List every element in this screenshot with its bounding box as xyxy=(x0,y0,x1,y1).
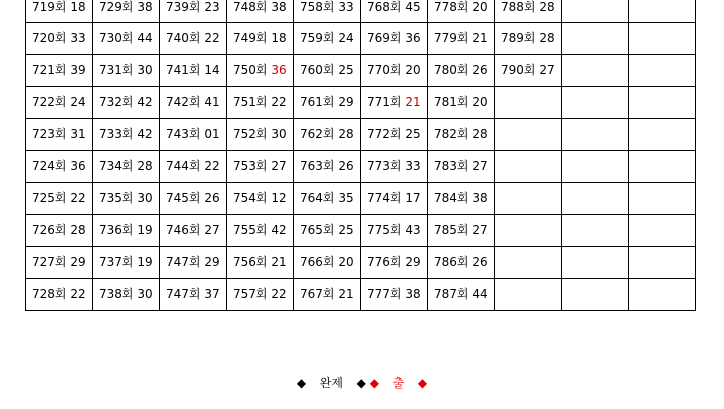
draw-round-label: 721회 xyxy=(32,63,67,77)
empty-cell xyxy=(629,22,696,54)
table-cell xyxy=(160,150,227,182)
draw-results-table xyxy=(25,0,696,311)
table-cell xyxy=(160,278,227,310)
table-cell xyxy=(361,54,428,86)
draw-number: 21 xyxy=(472,31,488,45)
draw-round-label: 769회 xyxy=(367,31,402,45)
draw-number: 30 xyxy=(137,287,153,301)
draw-round-label: 756회 xyxy=(233,255,268,269)
draw-number: 38 xyxy=(271,0,287,14)
legend-footer xyxy=(0,375,724,391)
table-cell xyxy=(294,54,361,86)
draw-round-label: 784회 xyxy=(434,191,469,205)
draw-number: 25 xyxy=(405,127,421,141)
draw-number: 28 xyxy=(338,127,354,141)
draw-number: 29 xyxy=(338,95,354,109)
draw-number: 44 xyxy=(472,287,488,301)
draw-number: 28 xyxy=(472,127,488,141)
table-cell xyxy=(160,22,227,54)
table-cell xyxy=(227,118,294,150)
draw-number: 23 xyxy=(204,0,220,14)
draw-number: 26 xyxy=(338,159,354,173)
draw-round-label: 734회 xyxy=(99,159,134,173)
draw-round-label: 754회 xyxy=(233,191,268,205)
draw-round-label: 759회 xyxy=(300,31,335,45)
empty-cell xyxy=(562,182,629,214)
draw-number: 26 xyxy=(472,63,488,77)
draw-number: 19 xyxy=(137,255,153,269)
table-row xyxy=(26,22,696,54)
table-row xyxy=(26,86,696,118)
table-cell xyxy=(361,150,428,182)
draw-round-label: 720회 xyxy=(32,31,67,45)
table-cell xyxy=(160,118,227,150)
draw-number: 14 xyxy=(204,63,220,77)
draw-number: 21 xyxy=(405,95,421,109)
draw-round-label: 764회 xyxy=(300,191,335,205)
draw-round-label: 752회 xyxy=(233,127,268,141)
table-row xyxy=(26,278,696,310)
draw-results-body xyxy=(26,0,696,310)
table-cell xyxy=(227,22,294,54)
draw-round-label: 744회 xyxy=(166,159,201,173)
draw-number: 33 xyxy=(338,0,354,14)
table-row xyxy=(26,246,696,278)
draw-round-label: 772회 xyxy=(367,127,402,141)
diamond-bullet-red-icon: ◆ xyxy=(369,376,379,390)
empty-cell xyxy=(495,86,562,118)
table-cell xyxy=(227,0,294,22)
draw-number: 37 xyxy=(204,287,220,301)
table-cell xyxy=(93,182,160,214)
draw-number: 38 xyxy=(472,191,488,205)
table-cell xyxy=(93,246,160,278)
draw-number: 25 xyxy=(338,223,354,237)
draw-round-label: 745회 xyxy=(166,191,201,205)
draw-round-label: 786회 xyxy=(434,255,469,269)
draw-number: 36 xyxy=(70,159,86,173)
draw-round-label: 730회 xyxy=(99,31,134,45)
table-row xyxy=(26,118,696,150)
draw-number: 30 xyxy=(137,63,153,77)
table-cell xyxy=(294,0,361,22)
draw-round-label: 719회 xyxy=(32,0,67,14)
table-cell xyxy=(93,118,160,150)
table-cell xyxy=(160,86,227,118)
draw-number: 38 xyxy=(137,0,153,14)
table-cell xyxy=(160,246,227,278)
draw-number: 27 xyxy=(539,63,555,77)
table-cell xyxy=(26,0,93,22)
draw-number: 38 xyxy=(405,287,421,301)
empty-cell xyxy=(562,150,629,182)
draw-number: 21 xyxy=(338,287,354,301)
table-cell xyxy=(93,22,160,54)
empty-cell xyxy=(629,214,696,246)
table-cell xyxy=(93,0,160,22)
diamond-bullet-red-icon: ◆ xyxy=(417,376,428,390)
table-cell xyxy=(227,214,294,246)
table-cell xyxy=(93,86,160,118)
draw-number: 24 xyxy=(338,31,354,45)
draw-number: 27 xyxy=(472,159,488,173)
draw-number: 22 xyxy=(70,191,86,205)
table-cell xyxy=(26,118,93,150)
draw-number: 36 xyxy=(405,31,421,45)
draw-number: 12 xyxy=(271,191,287,205)
table-cell xyxy=(227,278,294,310)
draw-round-label: 763회 xyxy=(300,159,335,173)
draw-round-label: 762회 xyxy=(300,127,335,141)
table-cell xyxy=(428,278,495,310)
draw-round-label: 733회 xyxy=(99,127,134,141)
draw-number: 42 xyxy=(137,95,153,109)
draw-round-label: 747회 xyxy=(166,255,201,269)
table-cell xyxy=(160,214,227,246)
draw-round-label: 755회 xyxy=(233,223,268,237)
draw-round-label: 732회 xyxy=(99,95,134,109)
draw-round-label: 735회 xyxy=(99,191,134,205)
table-cell xyxy=(227,150,294,182)
draw-round-label: 771회 xyxy=(367,95,402,109)
draw-number: 30 xyxy=(271,127,287,141)
table-row xyxy=(26,214,696,246)
draw-round-label: 782회 xyxy=(434,127,469,141)
draw-round-label: 768회 xyxy=(367,0,402,14)
legend-label-complete: 완제 xyxy=(319,376,343,390)
table-row xyxy=(26,150,696,182)
draw-number: 22 xyxy=(271,287,287,301)
draw-round-label: 748회 xyxy=(233,0,268,14)
empty-cell xyxy=(629,150,696,182)
draw-number: 21 xyxy=(271,255,287,269)
table-cell xyxy=(26,182,93,214)
table-cell xyxy=(160,54,227,86)
draw-number: 44 xyxy=(137,31,153,45)
draw-round-label: 765회 xyxy=(300,223,335,237)
table-cell xyxy=(26,246,93,278)
draw-round-label: 728회 xyxy=(32,287,67,301)
table-row xyxy=(26,54,696,86)
draw-number: 18 xyxy=(271,31,287,45)
empty-cell xyxy=(495,246,562,278)
draw-round-label: 727회 xyxy=(32,255,67,269)
draw-number: 22 xyxy=(204,31,220,45)
empty-cell xyxy=(495,150,562,182)
draw-number: 33 xyxy=(405,159,421,173)
draw-number: 20 xyxy=(405,63,421,77)
draw-round-label: 751회 xyxy=(233,95,268,109)
draw-round-label: 736회 xyxy=(99,223,134,237)
draw-round-label: 746회 xyxy=(166,223,201,237)
draw-number: 20 xyxy=(338,255,354,269)
draw-round-label: 740회 xyxy=(166,31,201,45)
table-cell xyxy=(227,182,294,214)
table-cell xyxy=(294,278,361,310)
draw-round-label: 773회 xyxy=(367,159,402,173)
draw-number: 18 xyxy=(70,0,86,14)
draw-number: 27 xyxy=(472,223,488,237)
draw-number: 28 xyxy=(70,223,86,237)
draw-round-label: 724회 xyxy=(32,159,67,173)
empty-cell xyxy=(495,278,562,310)
draw-round-label: 790회 xyxy=(501,63,536,77)
table-cell xyxy=(160,182,227,214)
draw-round-label: 749회 xyxy=(233,31,268,45)
draw-number: 24 xyxy=(70,95,86,109)
empty-cell xyxy=(495,118,562,150)
draw-round-label: 747회 xyxy=(166,287,201,301)
draw-round-label: 785회 xyxy=(434,223,469,237)
draw-round-label: 780회 xyxy=(434,63,469,77)
draw-number: 17 xyxy=(405,191,421,205)
draw-round-label: 761회 xyxy=(300,95,335,109)
draw-number: 20 xyxy=(472,95,488,109)
draw-round-label: 750회 xyxy=(233,63,268,77)
table-cell xyxy=(93,214,160,246)
draw-round-label: 770회 xyxy=(367,63,402,77)
table-cell xyxy=(428,246,495,278)
draw-round-label: 753회 xyxy=(233,159,268,173)
table-row xyxy=(26,0,696,22)
table-cell xyxy=(294,246,361,278)
draw-round-label: 779회 xyxy=(434,31,469,45)
draw-round-label: 726회 xyxy=(32,223,67,237)
table-cell xyxy=(26,54,93,86)
draw-round-label: 778회 xyxy=(434,0,469,14)
draw-round-label: 741회 xyxy=(166,63,201,77)
draw-round-label: 775회 xyxy=(367,223,402,237)
draw-number: 27 xyxy=(204,223,220,237)
draw-number: 28 xyxy=(539,31,555,45)
table-cell xyxy=(495,0,562,22)
draw-round-label: 722회 xyxy=(32,95,67,109)
draw-number: 29 xyxy=(405,255,421,269)
diamond-bullet-icon: ◆ xyxy=(356,376,366,390)
table-cell xyxy=(294,182,361,214)
empty-cell xyxy=(562,214,629,246)
draw-round-label: 742회 xyxy=(166,95,201,109)
table-cell xyxy=(294,86,361,118)
draw-round-label: 758회 xyxy=(300,0,335,14)
table-cell xyxy=(294,22,361,54)
draw-number: 45 xyxy=(405,0,421,14)
draw-number: 26 xyxy=(204,191,220,205)
empty-cell xyxy=(562,246,629,278)
draw-number: 28 xyxy=(539,0,555,14)
draw-number: 29 xyxy=(204,255,220,269)
table-cell xyxy=(26,22,93,54)
draw-round-label: 739회 xyxy=(166,0,201,14)
empty-cell xyxy=(629,246,696,278)
empty-cell xyxy=(495,214,562,246)
table-cell xyxy=(26,150,93,182)
table-cell xyxy=(227,86,294,118)
table-cell xyxy=(294,214,361,246)
draw-number: 25 xyxy=(338,63,354,77)
draw-number: 22 xyxy=(70,287,86,301)
draw-round-label: 723회 xyxy=(32,127,67,141)
diamond-bullet-icon: ◆ xyxy=(296,376,307,390)
empty-cell xyxy=(629,86,696,118)
empty-cell xyxy=(562,278,629,310)
table-cell xyxy=(428,118,495,150)
table-cell xyxy=(361,0,428,22)
table-cell xyxy=(361,86,428,118)
draw-round-label: 783회 xyxy=(434,159,469,173)
empty-cell xyxy=(562,86,629,118)
draw-number: 41 xyxy=(204,95,220,109)
table-cell xyxy=(93,150,160,182)
table-cell xyxy=(361,278,428,310)
draw-number: 36 xyxy=(271,63,287,77)
table-cell xyxy=(93,278,160,310)
table-cell xyxy=(227,54,294,86)
table-cell xyxy=(428,22,495,54)
draw-number: 42 xyxy=(137,127,153,141)
draw-number: 30 xyxy=(137,191,153,205)
table-cell xyxy=(495,54,562,86)
table-cell xyxy=(495,22,562,54)
table-cell xyxy=(428,54,495,86)
table-cell xyxy=(361,182,428,214)
draw-round-label: 767회 xyxy=(300,287,335,301)
draw-round-label: 731회 xyxy=(99,63,134,77)
draw-round-label: 776회 xyxy=(367,255,402,269)
table-cell xyxy=(428,182,495,214)
table-cell xyxy=(361,214,428,246)
draw-number: 20 xyxy=(472,0,488,14)
table-cell xyxy=(26,86,93,118)
draw-round-label: 787회 xyxy=(434,287,469,301)
table-cell xyxy=(428,150,495,182)
draw-number: 31 xyxy=(70,127,86,141)
draw-number: 39 xyxy=(70,63,86,77)
draw-number: 28 xyxy=(137,159,153,173)
table-cell xyxy=(294,118,361,150)
empty-cell xyxy=(495,182,562,214)
empty-cell xyxy=(562,54,629,86)
empty-cell xyxy=(629,182,696,214)
draw-number: 27 xyxy=(271,159,287,173)
table-cell xyxy=(26,214,93,246)
table-cell xyxy=(160,0,227,22)
draw-number: 22 xyxy=(271,95,287,109)
draw-number: 19 xyxy=(137,223,153,237)
table-cell xyxy=(26,278,93,310)
table-cell xyxy=(361,22,428,54)
table-cell xyxy=(294,150,361,182)
draw-round-label: 738회 xyxy=(99,287,134,301)
table-cell xyxy=(428,0,495,22)
draw-round-label: 788회 xyxy=(501,0,536,14)
empty-cell xyxy=(562,22,629,54)
draw-round-label: 789회 xyxy=(501,31,536,45)
draw-round-label: 725회 xyxy=(32,191,67,205)
empty-cell xyxy=(562,118,629,150)
table-cell xyxy=(428,86,495,118)
legend-label-out: 출 xyxy=(392,376,405,390)
draw-number: 29 xyxy=(70,255,86,269)
table-cell xyxy=(227,246,294,278)
draw-number: 43 xyxy=(405,223,421,237)
draw-round-label: 766회 xyxy=(300,255,335,269)
draw-number: 26 xyxy=(472,255,488,269)
draw-round-label: 757회 xyxy=(233,287,268,301)
draw-round-label: 777회 xyxy=(367,287,402,301)
table-cell xyxy=(361,118,428,150)
empty-cell xyxy=(629,54,696,86)
draw-number: 42 xyxy=(271,223,287,237)
draw-number: 33 xyxy=(70,31,86,45)
draw-round-label: 760회 xyxy=(300,63,335,77)
draw-number: 22 xyxy=(204,159,220,173)
draw-round-label: 737회 xyxy=(99,255,134,269)
draw-number: 35 xyxy=(338,191,354,205)
draw-round-label: 774회 xyxy=(367,191,402,205)
draw-number: 01 xyxy=(204,127,220,141)
table-cell xyxy=(93,54,160,86)
empty-cell xyxy=(562,0,629,22)
table-cell xyxy=(428,214,495,246)
empty-cell xyxy=(629,0,696,22)
table-row xyxy=(26,182,696,214)
draw-round-label: 729회 xyxy=(99,0,134,14)
empty-cell xyxy=(629,278,696,310)
draw-round-label: 781회 xyxy=(434,95,469,109)
table-cell xyxy=(361,246,428,278)
draw-round-label: 743회 xyxy=(166,127,201,141)
empty-cell xyxy=(629,118,696,150)
